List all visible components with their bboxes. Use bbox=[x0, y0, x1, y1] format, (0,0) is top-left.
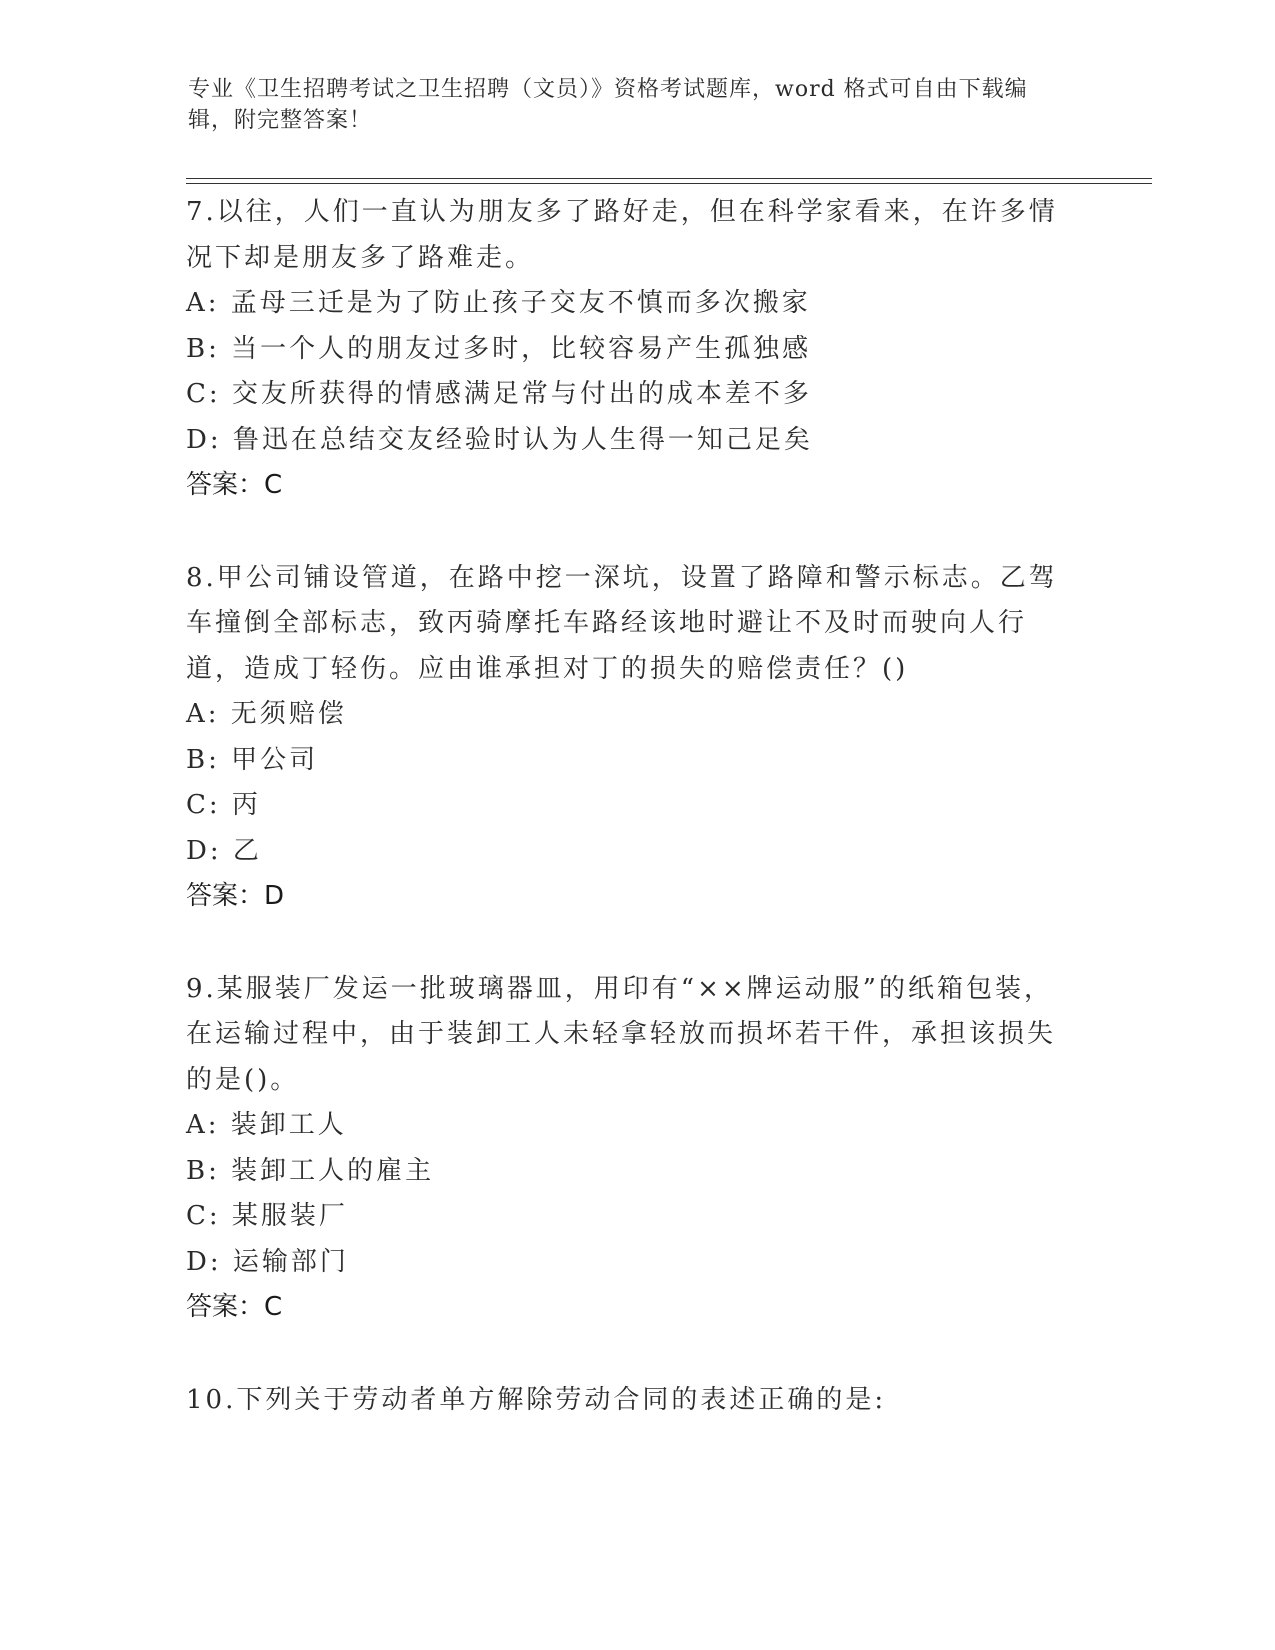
answer-text: 答案：C bbox=[186, 1292, 283, 1322]
question-list bbox=[186, 190, 1066, 1470]
answer-text: 答案：C bbox=[186, 470, 283, 500]
question-10 bbox=[186, 1378, 1066, 1424]
question-9 bbox=[186, 967, 1066, 1331]
option-c: C: 交友所获得的情感满足常与付出的成本差不多 bbox=[186, 379, 812, 409]
option-b: B: 当一个人的朋友过多时，比较容易产生孤独感 bbox=[186, 333, 812, 364]
question-stem: 10.下列关于劳动者单方解除劳动合同的表述正确的是: bbox=[186, 1384, 887, 1415]
option-d: D: 运输部门 bbox=[186, 1246, 349, 1277]
option-a: A: 孟母三迁是为了防止孩子交友不慎而多次搬家 bbox=[186, 288, 811, 318]
header-rule-top bbox=[186, 178, 1152, 179]
answer-text: 答案：D bbox=[186, 881, 285, 911]
option-b: B: 装卸工人的雇主 bbox=[186, 1155, 435, 1186]
option-a: A: 装卸工人 bbox=[186, 1110, 347, 1140]
option-d: D: 乙 bbox=[186, 835, 262, 866]
question-stem: 7.以往，人们一直认为朋友多了路好走，但在科学家看来，在许多情况下却是朋友多了路难走。 bbox=[186, 197, 1058, 273]
question-stem: 9.某服装厂发运一批玻璃器皿，用印有“××牌运动服”的纸箱包装，在运输过程中，由于装卸工人未轻拿轻放而损坏若干件，承担该损失的是()。 bbox=[186, 973, 1057, 1095]
document-header: 专业《卫生招聘考试之卫生招聘（文员）》资格考试题库，word 格式可自由下载编辑，附完整答案！ bbox=[188, 77, 1028, 133]
option-c: C: 某服装厂 bbox=[186, 1201, 348, 1231]
question-stem: 8.甲公司铺设管道，在路中挖一深坑，设置了路障和警示标志。乙驾车撞倒全部标志，致丙骑摩托车路经该地时避让不及时而驶向人行道，造成丁轻伤。应由谁承担对丁的损失的赔偿责任？() bbox=[186, 562, 1058, 684]
question-8 bbox=[186, 556, 1066, 920]
option-a: A: 无须赔偿 bbox=[186, 699, 347, 729]
option-b: B: 甲公司 bbox=[186, 744, 319, 775]
option-c: C: 丙 bbox=[186, 790, 261, 820]
question-7 bbox=[186, 190, 1066, 509]
option-d: D: 鲁迅在总结交友经验时认为人生得一知己足矣 bbox=[186, 424, 813, 455]
header-rule-bottom bbox=[186, 183, 1152, 184]
